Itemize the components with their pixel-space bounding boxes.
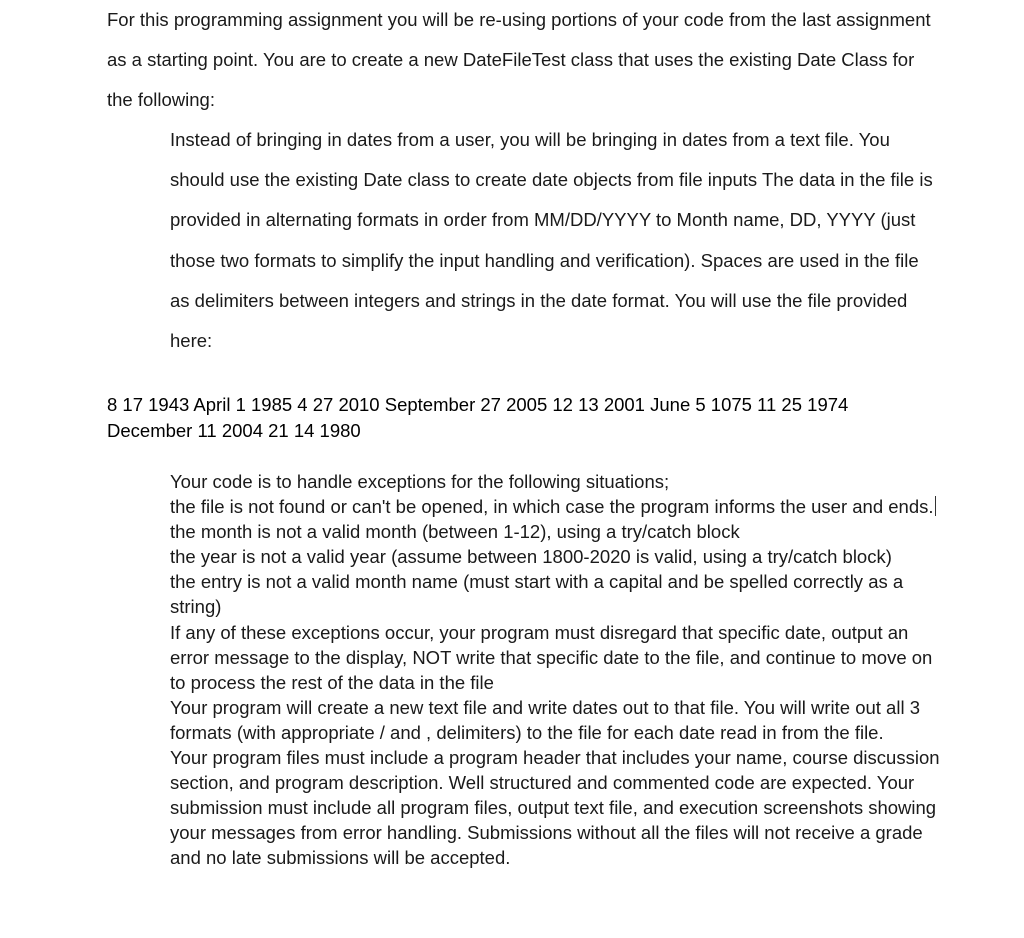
requirement-item: the year is not a valid year (assume between 1800-2020 is valid, using a try/catch block) (170, 546, 892, 568)
requirement-item: If any of these exceptions occur, your program must disregard that specific date, output an error message to the display, NOT write that specific date to the file, and continue to move on to process the rest of the data in the file (170, 621, 933, 693)
text-cursor (935, 496, 936, 516)
requirement-item: the entry is not a valid month name (must start with a capital and be spelled correctly as a string) (170, 571, 904, 618)
requirement-item: Your program files must include a program header that includes your name, course discussion section, and program description. Well structured and commented code are expected. Your submission must include all program files, output text file, and execution screenshots showing your messages from error handling. Submissions without all the files will not receive a grade and no late submissions will be accepted. (170, 747, 940, 869)
requirements-list (170, 469, 940, 871)
file-data-paragraph: 8 17 1943 April 1 1985 4 27 2010 September 27 2005 12 13 2001 June 5 1075 11 25 1974 December 11 2004 21 14 1980 (107, 394, 849, 441)
requirement-text: the file is not found or can't be opened, in which case the program informs the user and ends. (170, 496, 934, 518)
requirement-item: Your code is to handle exceptions for the following situations; (170, 471, 670, 492)
intro-paragraph: For this programming assignment you will be re-using portions of your code from the last assignment as a starting point. You are to create a new DateFileTest class that uses the existing Date Class for the following: (107, 9, 931, 110)
requirement-item: the month is not a valid month (between 1-12), using a try/catch block (170, 521, 740, 543)
requirement-item (170, 494, 940, 519)
instructions-paragraph: Instead of bringing in dates from a user, you will be bringing in dates from a text file. You should use the existing Date class to create date objects from file inputs The data in the file is provided in alternating formats in order from MM/DD/YYYY to Month name, DD, YYYY (just those two formats to simplify the input handling and verification). Spaces are used in the file as delimiters between integers and strings in the date format. You will use the file provided here: (170, 129, 933, 352)
requirement-item: Your program will create a new text file and write dates out to that file. You will write out all 3 formats (with appropriate / and , delimiters) to the file for each date read in from the file. (170, 696, 920, 743)
